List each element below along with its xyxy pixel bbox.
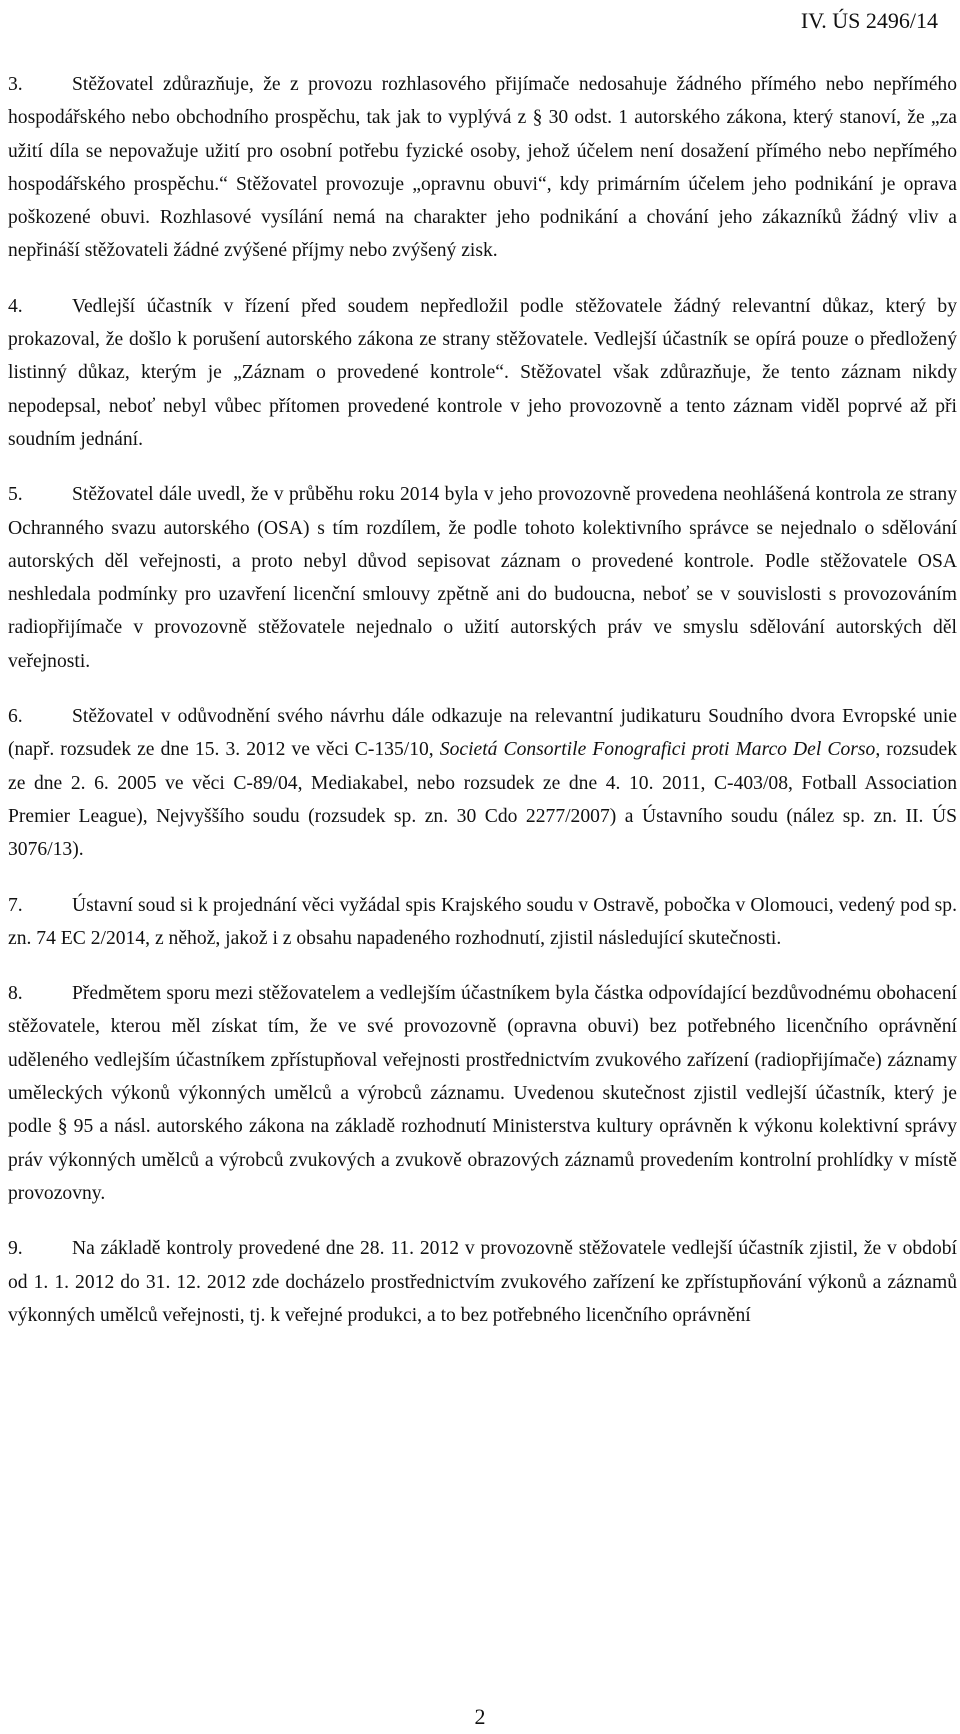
case-name-italic: Societá Consortile Fonografici proti Marco Del Corso bbox=[439, 739, 876, 761]
paragraph-text: Předmětem sporu mezi stěžovatelem a vedlejším účastníkem byla částka odpovídající bezdůvodnému obohacení stěžovatele, kterou měl získat tím, že ve své provozovně (opravna obuvi) bez potřebného licenčního oprávnění uděleného vedlejším účastníkem zpřístupňoval veřejnosti prostřednictvím zvukového zařízení (radiopřijímače) záznamy uměleckých výkonů výkonných umělců a výrobců záznamu. Uvedenou skutečnost zjistil vedlejší účastník, který je podle § 95 a násl. autorského zákona na základě rozhodnutí Ministerstva kultury oprávněn k výkonu kolektivní správy práv výkonných umělců a výrobců zvukových a zvukově obrazových záznamů provedením kontrolní prohlídky v místě provozovny. bbox=[8, 983, 957, 1204]
paragraph-text: Vedlejší účastník v řízení před soudem nepředložil podle stěžovatele žádný relevantní důkaz, který by prokazoval, že došlo k porušení autorského zákona ze strany stěžovatele. Vedlejší účastník se opírá pouze o předložený listinný důkaz, kterým je „Záznam o provedené kontrole“. Stěžovatel však zdůrazňuje, že tento záznam nikdy nepodepsal, neboť nebyl vůbec přítomen provedené kontrole v jeho provozovně a tento záznam viděl poprvé až při soudním jednání. bbox=[8, 295, 957, 450]
paragraph-text: Stěžovatel dále uvedl, že v průběhu roku 2014 byla v jeho provozovně provedena neohlášená kontrola ze strany Ochranného svazu autorského (OSA) s tím rozdílem, že podle tohoto kolektivního správce se nejednalo o sdělování autorských děl veřejnosti, a proto nebyl důvod sepisovat záznam o provedené kontrole. Podle stěžovatele OSA neshledala podmínky pro uzavření licenční smlouvy zpětně ani do budoucna, neboť se v souvislosti s provozováním radiopřijímače v provozovně stěžovatele nejednalo o užití autorských práv ve smyslu sdělování autorských děl veřejnosti. bbox=[8, 484, 957, 672]
paragraph-5 bbox=[8, 478, 957, 678]
paragraph-text-continued: , rozsudek ze dne 2. 6. 2005 ve věci C-89/04, Mediakabel, nebo rozsudek ze dne 4. 10. 2011, C-403/08, Fotball Association Premier League), Nejvyššího soudu (rozsudek sp. zn. 30 Cdo 2277/2007) a Ústavního soudu (nález sp. zn. II. ÚS 3076/13). bbox=[8, 739, 958, 861]
paragraph-number: 8. bbox=[8, 983, 23, 1005]
paragraph-number: 7. bbox=[8, 894, 23, 916]
paragraph-text: Ústavní soud si k projednání věci vyžádal spis Krajského soudu v Ostravě, pobočka v Olomouci, vedený pod sp. zn. 74 EC 2/2014, z něhož, jakož i z obsahu napadeného rozhodnutí, zjistil následující skutečnosti. bbox=[8, 894, 957, 949]
paragraph-text: Stěžovatel v odůvodnění svého návrhu dále odkazuje na relevantní judikaturu Soudního dvora Evropské unie (např. rozsudek ze dne 15. 3. 2012 ve věci C-135/10, bbox=[8, 706, 957, 761]
paragraph-7 bbox=[8, 889, 957, 956]
document-body bbox=[8, 68, 957, 1354]
case-reference: IV. ÚS 2496/14 bbox=[800, 8, 938, 33]
paragraph-6 bbox=[8, 700, 957, 866]
paragraph-9 bbox=[8, 1232, 957, 1332]
paragraph-text: Na základě kontroly provedené dne 28. 11. 2012 v provozovně stěžovatele vedlejší účastník zjistil, že v období od 1. 1. 2012 do 31. 12. 2012 zde docházelo prostřednictvím zvukového zařízení ke zpřístupňování výkonů a záznamů výkonných umělců veřejnosti, tj. k veřejné produkci, a to bez potřebného licenčního oprávnění bbox=[8, 1238, 957, 1326]
paragraph-3 bbox=[8, 68, 957, 268]
paragraph-number: 3. bbox=[8, 74, 23, 95]
paragraph-number: 6. bbox=[8, 706, 23, 728]
paragraph-4 bbox=[8, 290, 957, 456]
paragraph-8 bbox=[8, 977, 957, 1210]
paragraph-number: 5. bbox=[8, 484, 23, 506]
paragraph-text: Stěžovatel zdůrazňuje, že z provozu rozhlasového přijímače nedosahuje žádného přímého nebo nepřímého hospodářského nebo obchodního prospěchu, tak jak to vyplývá z § 30 odst. 1 autorského zákona, který stanoví, že „za užití díla se nepovažuje užití pro osobní potřebu fyzické osoby, jehož účelem není dosažení přímého nebo nepřímého hospodářského prospěchu.“ Stěžovatel provozuje „opravnu obuvi“, kdy primárním účelem jeho podnikání je oprava poškozené obuvi. Rozhlasové vysílání nemá na charakter jeho podnikání a chování jeho zákazníků žádný vliv a nepřináší stěžovateli žádné zvýšené příjmy nebo zvýšený zisk. bbox=[8, 74, 957, 262]
page-number: 2 bbox=[474, 1704, 486, 1729]
paragraph-number: 9. bbox=[8, 1238, 23, 1260]
paragraph-number: 4. bbox=[8, 295, 23, 317]
